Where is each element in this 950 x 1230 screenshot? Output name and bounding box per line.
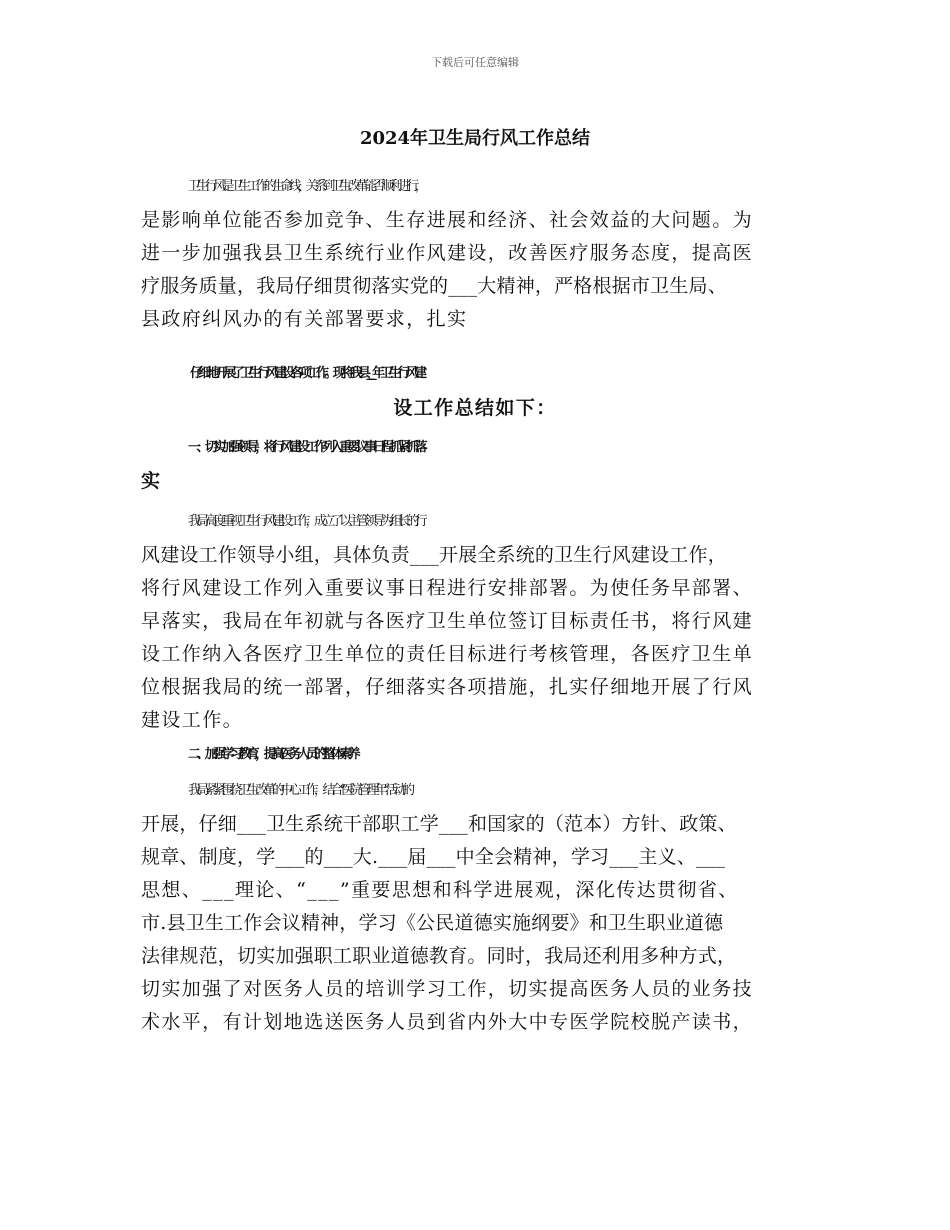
paragraph-line: 思想、___理论、“___”重要思想和科学进展观，深化传达贯彻省、 — [141, 879, 739, 901]
section-heading-1-cont: 实 — [141, 470, 162, 492]
section-heading-2: 二、加强学习教育，提高医务人员的整体素养 — [188, 747, 357, 762]
paragraph-line: 切实加强了对医务人员的培训学习工作，切实提高医务人员的业务技 — [141, 978, 754, 1000]
paragraph-line: 设工作纳入各医疗卫生单位的责任目标进行考核管理，各医疗卫生单 — [141, 643, 754, 665]
paragraph-line: 进一步加强我县卫生系统行业作风建设，改善医疗服务态度，提高医 — [141, 242, 754, 264]
paragraph-line: 位根据我局的统一部署，仔细落实各项措施，扎实仔细地开展了行风 — [141, 676, 754, 698]
paragraph-line: 疗服务质量，我局仔细贯彻落实党的___大精神，严格根据市卫生局、 — [141, 275, 727, 297]
paragraph-line: 术水平，有计划地选送医务人员到省内外大中专医学院校脱产读书， — [141, 1011, 754, 1033]
paragraph-line: 风建设工作领导小组，具体负责___开展全系统的卫生行风建设工作， — [141, 544, 727, 566]
paragraph-line: 是影响单位能否参加竞争、生存进展和经济、社会效益的大问题。为 — [141, 209, 754, 231]
paragraph-line: 规章、制度，学___的___大.___届___中全会精神，学习___主义、___ — [141, 846, 726, 868]
paragraph-line: 将行风建设工作列入重要议事日程进行安排部署。为使任务早部署、 — [141, 577, 754, 599]
paragraph-line: 开展，仔细___卫生系统干部职工学___和国家的（范本）方针、政策、 — [141, 813, 737, 835]
paragraph-line-bold: 仔细地开展了卫生行风建设各项工作。现将我县___年卫生行风建 — [190, 366, 423, 381]
section-heading-1: 一、切实加强领导，将行风建设工作列入重要议事日程抓紧抓落 — [188, 440, 424, 455]
paragraph-line: 卫生行风是卫生工作的生命线，关系到卫生改革能否顺利进行， — [188, 179, 424, 194]
paragraph-line: 早落实，我局在年初就与各医疗卫生单位签订目标责任书，将行风建 — [141, 610, 754, 632]
header-note: 下载后可任意编辑 — [431, 56, 519, 69]
document-title: 2024年卫生局行风工作总结 — [359, 128, 591, 149]
paragraph-line: 我局紧紧围绕卫生改革的中心工作，结合“医院管理年”活动的 — [188, 783, 411, 798]
paragraph-line-bold: 设工作总结如下： — [393, 397, 557, 419]
paragraph-line: 建设工作。 — [141, 709, 244, 731]
paragraph-line: 法律规范，切实加强职工职业道德教育。同时，我局还利用多种方式， — [141, 945, 737, 967]
paragraph-line: 市.县卫生工作会议精神，学习《公民道德实施纲要》和卫生职业道德 — [141, 912, 724, 934]
paragraph-line: 县政府纠风办的有关部署要求，扎实 — [141, 308, 468, 330]
paragraph-line: 我局高度重视卫生行风建设工作，成立了以主管领导为组长的行 — [188, 514, 424, 529]
